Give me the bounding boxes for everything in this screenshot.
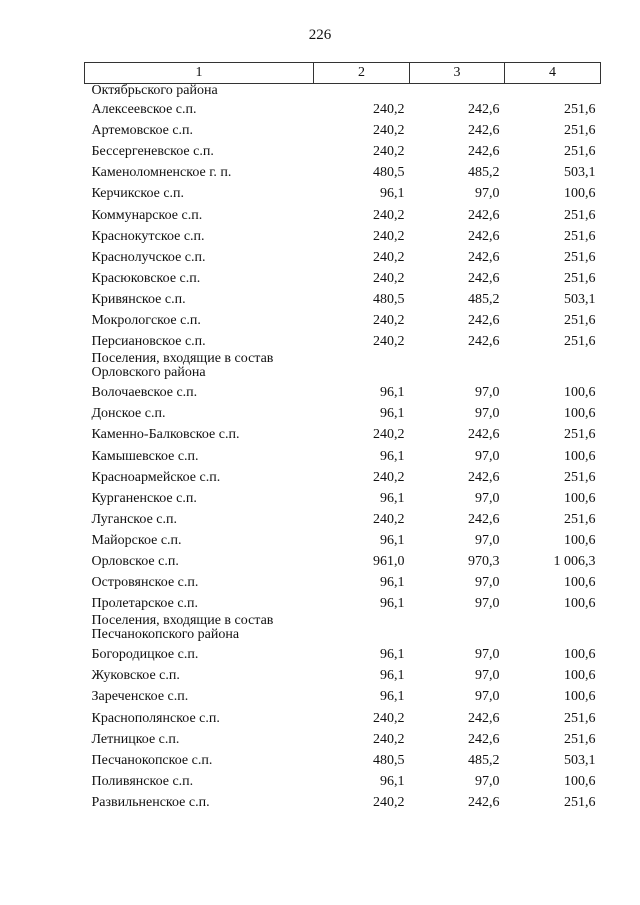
settlement-name: Красноармейское с.п.	[91, 469, 221, 485]
value-col-4: 100,6	[564, 773, 596, 789]
value-col-2: 96,1	[380, 490, 405, 506]
value-col-2: 480,5	[373, 165, 405, 181]
value-col-4: 251,6	[564, 794, 596, 810]
table-row	[85, 591, 601, 612]
value-col-2: 96,1	[380, 689, 405, 705]
value-col-4: 100,6	[564, 448, 596, 464]
settlement-name: Октябрьского района	[91, 83, 218, 98]
settlement-name: Бессергеневское с.п.	[91, 144, 214, 160]
value-col-3: 97,0	[475, 596, 500, 612]
value-col-2: 96,1	[380, 406, 405, 422]
settlement-name: Пролетарское с.п.	[91, 596, 199, 612]
group-heading-row	[85, 350, 601, 380]
value-col-4: 251,6	[564, 144, 596, 160]
value-col-2: 240,2	[373, 469, 405, 485]
table-body	[85, 84, 601, 811]
group-heading-line-1: Поселения, входящие в состав	[91, 351, 274, 367]
subsidy-table	[84, 62, 601, 811]
settlement-name: Орловское с.п.	[91, 553, 179, 569]
value-col-3: 242,6	[468, 123, 500, 139]
value-col-3: 242,6	[468, 794, 500, 810]
value-col-4: 251,6	[564, 427, 596, 443]
table-row	[85, 308, 601, 329]
value-col-2: 240,2	[373, 228, 405, 244]
value-col-2: 240,2	[373, 334, 405, 350]
header-col-3: 3	[410, 63, 505, 84]
value-col-4: 251,6	[564, 334, 596, 350]
value-col-4: 100,6	[564, 490, 596, 506]
value-col-3: 970,3	[468, 553, 500, 569]
table-row	[85, 790, 601, 811]
settlement-name: Луганское с.п.	[91, 511, 177, 527]
header-col-2: 2	[314, 63, 410, 84]
table-row	[85, 118, 601, 139]
value-col-4: 100,6	[564, 647, 596, 663]
value-col-4: 251,6	[564, 731, 596, 747]
value-col-3: 485,2	[468, 165, 500, 181]
settlement-name: Поливянское с.п.	[91, 773, 194, 789]
value-col-4: 100,6	[564, 186, 596, 202]
table-row	[85, 443, 601, 464]
value-col-3: 97,0	[475, 647, 500, 663]
value-col-3: 485,2	[468, 752, 500, 768]
table-row	[85, 422, 601, 443]
value-col-2: 240,2	[373, 102, 405, 118]
value-col-2: 96,1	[380, 186, 405, 202]
settlement-name: Богородицкое с.п.	[91, 647, 199, 663]
table-row	[85, 329, 601, 350]
value-col-4: 1 006,3	[553, 553, 596, 569]
table-row	[85, 528, 601, 549]
group-heading-row	[85, 84, 601, 98]
value-col-3: 97,0	[475, 575, 500, 591]
table-row	[85, 287, 601, 308]
value-col-3: 242,6	[468, 731, 500, 747]
value-col-4: 100,6	[564, 385, 596, 401]
value-col-4: 503,1	[564, 752, 596, 768]
value-col-4: 100,6	[564, 532, 596, 548]
table-row	[85, 139, 601, 160]
value-col-3	[410, 84, 505, 98]
settlement-name: Краснолучское с.п.	[91, 249, 206, 265]
value-col-3: 242,6	[468, 334, 500, 350]
value-col-3: 242,6	[468, 270, 500, 286]
settlement-name: Кривянское с.п.	[91, 291, 186, 307]
value-col-3: 97,0	[475, 406, 500, 422]
settlement-name: Коммунарское с.п.	[91, 207, 203, 223]
table-row	[85, 97, 601, 118]
group-heading-line-2: Песчанокопского района	[91, 627, 240, 643]
value-col-4: 251,6	[564, 102, 596, 118]
value-col-4: 251,6	[564, 270, 596, 286]
value-col-2: 961,0	[373, 553, 405, 569]
table-row	[85, 663, 601, 684]
value-col-2: 240,2	[373, 427, 405, 443]
value-col-3	[410, 350, 505, 380]
value-col-4: 251,6	[564, 228, 596, 244]
value-col-2: 240,2	[373, 731, 405, 747]
value-col-3: 242,6	[468, 249, 500, 265]
value-col-2: 96,1	[380, 773, 405, 789]
table-row	[85, 549, 601, 570]
value-col-2: 480,5	[373, 291, 405, 307]
page-number: 226	[308, 27, 332, 43]
value-col-4: 251,6	[564, 123, 596, 139]
table-row	[85, 705, 601, 726]
header-row	[85, 63, 601, 84]
value-col-2	[314, 612, 410, 642]
value-col-2: 240,2	[373, 313, 405, 329]
value-col-3: 242,6	[468, 228, 500, 244]
value-col-3: 242,6	[468, 710, 500, 726]
value-col-4: 503,1	[564, 291, 596, 307]
value-col-3: 97,0	[475, 689, 500, 705]
value-col-2	[314, 84, 410, 98]
settlement-name: Каменно-Балковское с.п.	[91, 427, 240, 443]
value-col-4: 100,6	[564, 596, 596, 612]
value-col-4	[505, 350, 601, 380]
table-row	[85, 465, 601, 486]
table-row	[85, 181, 601, 202]
value-col-2: 96,1	[380, 647, 405, 663]
value-col-2: 240,2	[373, 794, 405, 810]
value-col-3: 97,0	[475, 448, 500, 464]
value-col-4: 251,6	[564, 710, 596, 726]
table-row	[85, 748, 601, 769]
settlement-name: Мокрологское с.п.	[91, 313, 201, 329]
table-row	[85, 507, 601, 528]
settlement-name: Майорское с.п.	[91, 532, 182, 548]
table-row	[85, 642, 601, 663]
settlement-name: Курганенское с.п.	[91, 490, 197, 506]
table-row	[85, 380, 601, 401]
settlement-name: Жуковское с.п.	[91, 668, 180, 684]
settlement-name: Волочаевское с.п.	[91, 385, 198, 401]
value-col-2: 240,2	[373, 270, 405, 286]
table-row	[85, 401, 601, 422]
table-row	[85, 160, 601, 181]
group-heading-line-1: Поселения, входящие в состав	[91, 613, 274, 629]
value-col-4: 100,6	[564, 406, 596, 422]
value-col-2: 96,1	[380, 668, 405, 684]
value-col-4: 100,6	[564, 668, 596, 684]
settlement-name: Каменоломненское г. п.	[91, 165, 232, 181]
value-col-4	[505, 84, 601, 98]
value-col-2	[314, 350, 410, 380]
settlement-name: Развильненское с.п.	[91, 794, 210, 810]
settlement-name: Донское с.п.	[91, 406, 166, 422]
value-col-4	[505, 612, 601, 642]
value-col-3	[410, 612, 505, 642]
table-row	[85, 684, 601, 705]
value-col-2: 240,2	[373, 249, 405, 265]
value-col-2: 96,1	[380, 596, 405, 612]
value-col-2: 240,2	[373, 207, 405, 223]
value-col-3: 97,0	[475, 186, 500, 202]
value-col-4: 251,6	[564, 469, 596, 485]
value-col-2: 96,1	[380, 448, 405, 464]
group-heading-row	[85, 612, 601, 642]
settlement-name: Камышевское с.п.	[91, 448, 199, 464]
settlement-name	[85, 612, 314, 642]
value-col-3: 242,6	[468, 427, 500, 443]
settlement-name: Летницкое с.п.	[91, 731, 180, 747]
value-col-2: 96,1	[380, 532, 405, 548]
header-col-4: 4	[505, 63, 601, 84]
value-col-2: 240,2	[373, 123, 405, 139]
value-col-4: 251,6	[564, 313, 596, 329]
table-row	[85, 769, 601, 790]
settlement-name: Алексеевское с.п.	[91, 102, 197, 118]
settlement-name: Островянское с.п.	[91, 575, 199, 591]
value-col-4: 100,6	[564, 575, 596, 591]
settlement-name: Зареченское с.п.	[91, 689, 189, 705]
value-col-2: 240,2	[373, 144, 405, 160]
value-col-3: 485,2	[468, 291, 500, 307]
value-col-3: 242,6	[468, 313, 500, 329]
value-col-4: 251,6	[564, 207, 596, 223]
value-col-3: 97,0	[475, 532, 500, 548]
value-col-2: 96,1	[380, 385, 405, 401]
value-col-2: 240,2	[373, 511, 405, 527]
settlement-name: Краснополянское с.п.	[91, 710, 220, 726]
settlement-name	[85, 350, 314, 380]
value-col-4: 251,6	[564, 249, 596, 265]
value-col-4: 100,6	[564, 689, 596, 705]
settlement-name: Артемовское с.п.	[91, 123, 194, 139]
value-col-2: 240,2	[373, 710, 405, 726]
value-col-3: 242,6	[468, 207, 500, 223]
settlement-name: Керчикское с.п.	[91, 186, 185, 202]
value-col-3: 242,6	[468, 102, 500, 118]
value-col-3: 242,6	[468, 144, 500, 160]
value-col-3: 242,6	[468, 469, 500, 485]
group-heading-line-2: Орловского района	[91, 365, 206, 381]
value-col-2: 96,1	[380, 575, 405, 591]
settlement-name: Персиановское с.п.	[91, 334, 206, 350]
table-row	[85, 486, 601, 507]
header-col-1: 1	[85, 63, 314, 84]
value-col-3: 97,0	[475, 668, 500, 684]
settlement-name: Песчанокопское с.п.	[91, 752, 213, 768]
table-row	[85, 727, 601, 748]
value-col-4: 251,6	[564, 511, 596, 527]
settlement-name: Красюковское с.п.	[91, 270, 201, 286]
table-row	[85, 570, 601, 591]
table-row	[85, 202, 601, 223]
table-row	[85, 266, 601, 287]
value-col-3: 97,0	[475, 490, 500, 506]
table-row	[85, 224, 601, 245]
value-col-2: 480,5	[373, 752, 405, 768]
value-col-4: 503,1	[564, 165, 596, 181]
table-header	[85, 63, 601, 84]
value-col-3: 97,0	[475, 773, 500, 789]
value-col-3: 97,0	[475, 385, 500, 401]
settlement-name: Краснокутское с.п.	[91, 228, 205, 244]
table-row	[85, 245, 601, 266]
value-col-3: 242,6	[468, 511, 500, 527]
